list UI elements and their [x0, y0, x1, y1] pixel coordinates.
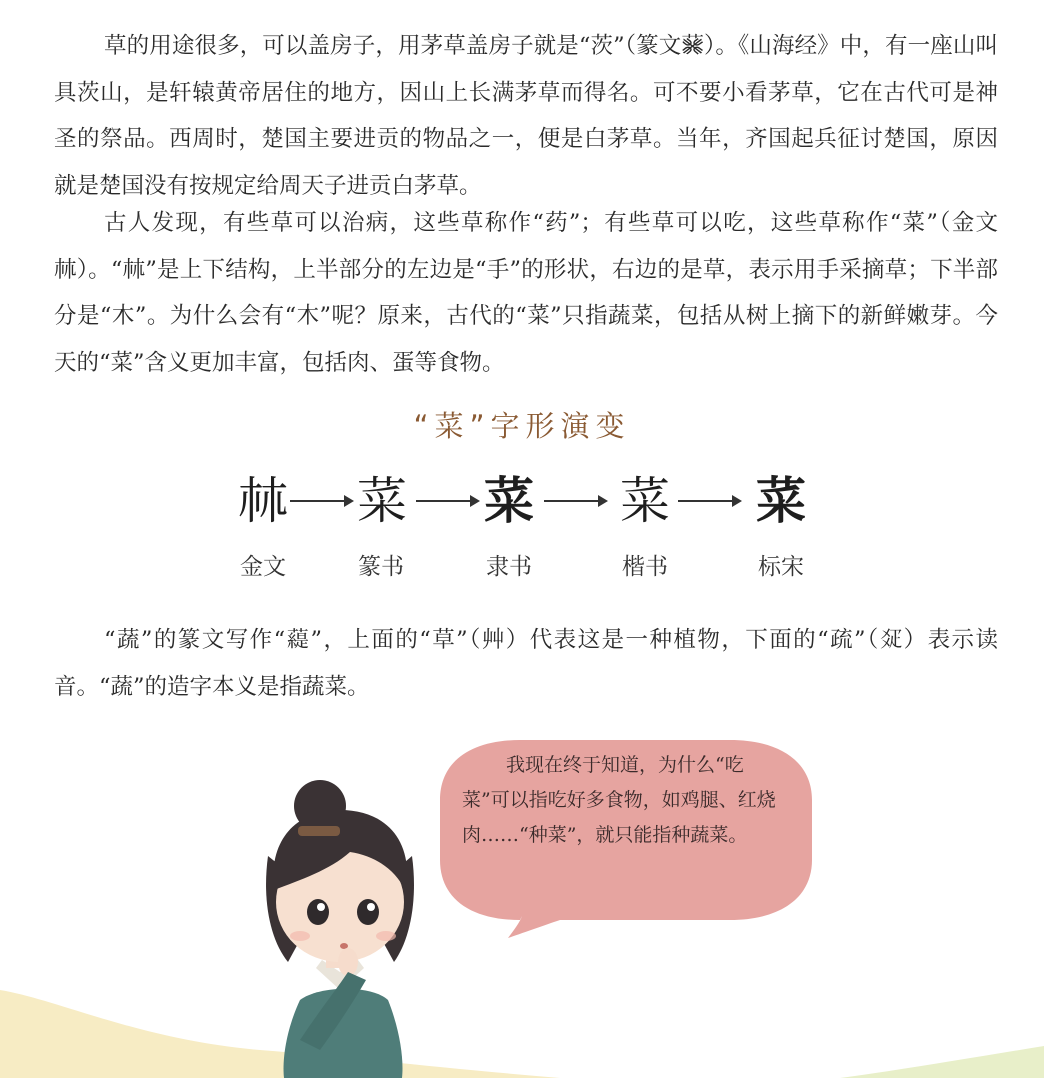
glyph-label-lishu: 隶书: [486, 554, 532, 580]
glyph-lishu: 菜: [484, 471, 534, 530]
ground-wave-right: [840, 1046, 1044, 1078]
ground-wave-left: [0, 990, 560, 1078]
glyph-kaishu: 菜: [620, 472, 670, 530]
glyph-biaosong: 菜: [756, 471, 806, 530]
glyph-zhuanshu: 菜: [357, 472, 405, 530]
paragraph-thatch: 草的用途很多，可以盖房子，用茅草盖房子就是“茨”（篆文𦮙）。《山海经》中，有一座山叫具茨山，是轩辕黄帝居住的地方，因山上长满茅草而得名。可不要小看茅草，它在古代可是神圣的祭品。西周时，楚国主要进贡的物品之一，便是白茅草。当年，齐国起兵征讨楚国，原因就是楚国没有按规定给周天子进贡白茅草。: [54, 33, 998, 199]
glyph-label-biaosong: 标宋: [758, 554, 804, 580]
paragraph-shu: “蔬”的篆文写作“𧀠”，上面的“草”（艸）代表这是一种植物，下面的“疏”（𤕟）表示读音。“蔬”的造字本义是指蔬菜。: [54, 627, 998, 700]
scholar-character-illustration: [266, 780, 414, 1078]
paragraph-vegetable: 古人发现，有些草可以治病，这些草称作“药”；有些草可以吃，这些草称作“菜”（金文𣏟）。“𣏟”是上下结构，上半部分的左边是“手”的形状，右边的是草，表示用手采摘草；下半部分是“木”。为什么会有“木”呢？原来，古代的“菜”只指蔬菜，包括从树上摘下的新鲜嫩芽。今天的“菜”含义更加丰富，包括肉、蛋等食物。: [54, 210, 998, 376]
speech-bubble-text: 我现在终于知道，为什么“吃菜”可以指吃好多食物，如鸡腿、红烧肉……“种菜”，就只能指种蔬菜。: [462, 754, 776, 846]
glyph-jinwen: 𣏟: [238, 472, 288, 530]
glyph-label-kaishu: 楷书: [622, 554, 668, 580]
evolution-title: “菜”字形演变: [413, 409, 631, 443]
glyph-label-jinwen: 金文: [240, 554, 286, 580]
glyph-label-zhuanshu: 篆书: [358, 554, 404, 580]
